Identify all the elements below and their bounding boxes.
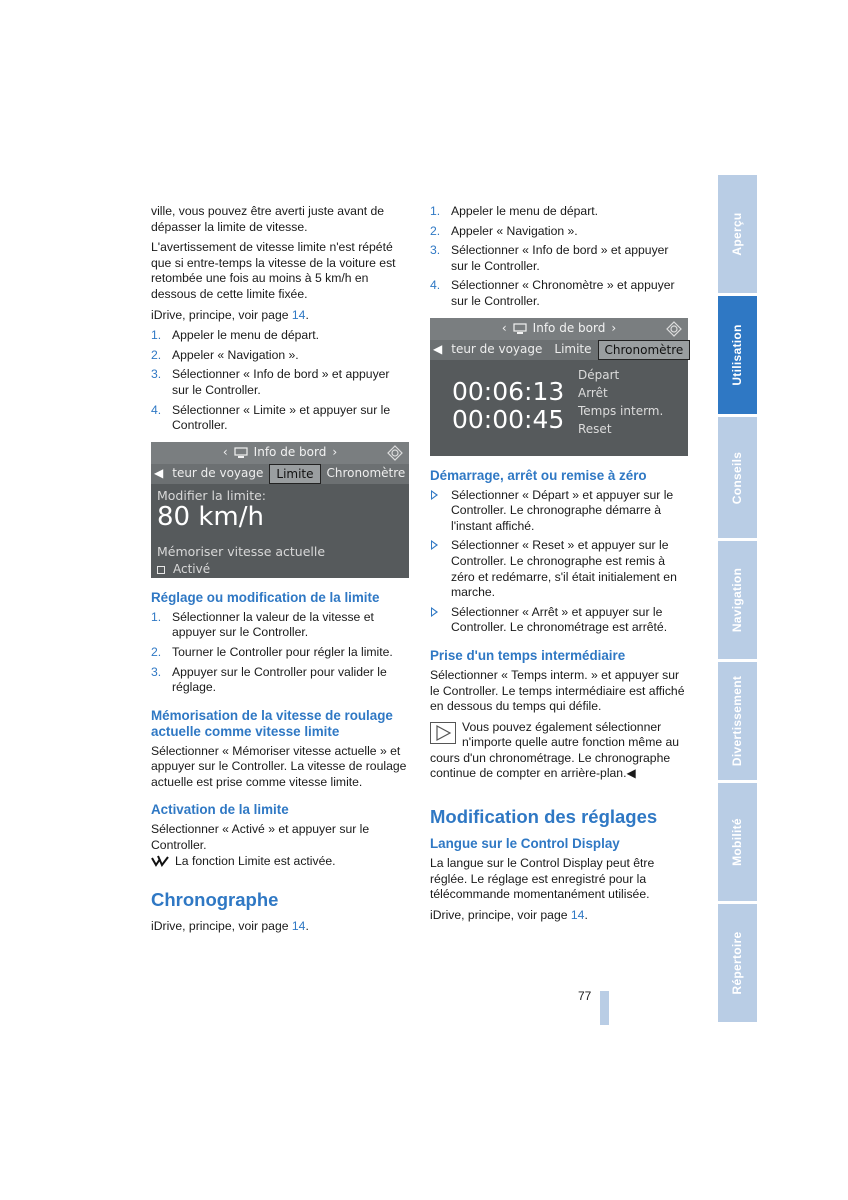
section-paragraph: Sélectionner « Temps interm. » et appuyer sur le Controller. Le temps intermédiaire est affiché en dessous du temps qui défile.	[430, 667, 685, 714]
tab-chrono: Chronomètre	[598, 340, 691, 360]
idrive-reference: iDrive, principe, voir page 14.	[151, 919, 309, 934]
idrive-reference: iDrive, principe, voir page 14.	[151, 307, 309, 322]
section-paragraph: Sélectionner « Activé » et appuyer sur le Controller.	[151, 822, 370, 853]
list-item: Sélectionner « Départ » et appuyer sur le Controller. Le chronographe démarre à l'instant affiché.	[430, 488, 688, 535]
list-item: 1. Appeler le menu de départ.	[151, 328, 320, 343]
result-line: La fonction Limite est activée.	[151, 854, 409, 870]
steps-list	[151, 610, 409, 696]
menu-item-start: Départ	[578, 367, 620, 382]
section-heading: Réglage ou modification de la limite	[151, 589, 380, 605]
limit-value: 80 km/h	[157, 501, 264, 532]
page-link[interactable]: 14	[291, 919, 306, 934]
page-number: 77	[578, 989, 592, 1003]
warning-paragraph: L'avertissement de vitesse limite n'est répété que si entre-temps la vitesse de la voiture est retombée une fois au moins à 5 km/h en dessous de cette limite fixée.	[151, 240, 396, 301]
section-heading: Mémorisation de la vitesse de roulage actuelle comme vitesse limite	[151, 707, 393, 739]
sidebar-tab-conseils[interactable]: Conseils	[718, 417, 757, 541]
limit-screen-image	[151, 442, 409, 578]
sidebar-tab-mobilite[interactable]: Mobilité	[718, 783, 757, 904]
sidebar-tab-apercu[interactable]: Aperçu	[718, 175, 757, 296]
menu-item-lap: Temps interm.	[578, 403, 664, 418]
memorize-option: Mémoriser vitesse actuelle	[157, 543, 326, 559]
list-item: Sélectionner « Reset » et appuyer sur le Controller. Le chronographe est remis à zéro et redémarre, s'il était initialement en marche.	[430, 538, 688, 600]
note-triangle-icon	[430, 722, 456, 744]
chrono-time-lap: 00:00:45	[452, 404, 565, 434]
screen-tabs	[151, 464, 409, 484]
controller-icon	[387, 445, 403, 461]
arrow-bullet-icon	[431, 540, 438, 550]
sidebar-tab-repertoire[interactable]: Répertoire	[718, 904, 757, 1025]
page-number-bar	[600, 991, 609, 1025]
sidebar-tab-utilisation[interactable]: Utilisation	[718, 296, 757, 417]
monitor-icon	[234, 447, 248, 459]
section-heading: Démarrage, arrêt ou remise à zéro	[430, 467, 647, 483]
steps-list	[151, 328, 409, 434]
list-item: 3. Appuyer sur le Controller pour valider le réglage.	[151, 664, 387, 695]
list-item: 4. Sélectionner « Limite » et appuyer sur le Controller.	[151, 402, 391, 433]
screen-tabs	[430, 340, 688, 360]
monitor-icon	[513, 323, 527, 335]
tab-scroll-left-icon: ◀	[154, 465, 164, 480]
section-heading: Activation de la limite	[151, 802, 289, 818]
check-result-icon	[151, 855, 169, 867]
intro-paragraph: ville, vous pouvez être averti juste avant de dépasser la limite de vitesse.	[151, 204, 385, 234]
arrow-bullet-icon	[431, 490, 438, 500]
page-link[interactable]: 14	[291, 307, 306, 322]
list-item: 4. Sélectionner « Chronomètre » et appuyer sur le Controller.	[430, 278, 675, 308]
chrono-menu	[578, 366, 663, 438]
screen-title: Info de bord	[532, 320, 606, 335]
list-item: Sélectionner « Arrêt » et appuyer sur le Controller. Le chronométrage est arrêté.	[430, 605, 688, 636]
limit-label: Modifier la limite:	[157, 487, 267, 503]
list-item: 1. Appeler le menu de départ.	[430, 204, 599, 218]
tab-scroll-left-icon: ◀	[433, 341, 443, 356]
screen-title-bar: ‹ Info de bord ›	[430, 318, 688, 340]
note-block: Vous pouvez également sélectionner n'importe quelle autre fonction même au cours d'un chronométrage. Le chronographe continue de compter en arrière-plan.◀	[430, 719, 680, 781]
tab-trip: teur de voyage	[451, 341, 543, 356]
tab-limit: Limite	[269, 464, 320, 484]
menu-item-stop: Arrêt	[578, 385, 608, 400]
list-item: 3. Sélectionner « Info de bord » et appuyer sur le Controller.	[151, 367, 390, 397]
list-item: 2. Appeler « Navigation ».	[151, 347, 299, 362]
chrono-time-main: 00:06:13	[452, 376, 565, 406]
steps-list	[430, 204, 688, 310]
settings-heading: Modification des réglages	[430, 806, 658, 828]
section-heading: Langue sur le Control Display	[430, 836, 620, 852]
chrono-screen-image	[430, 318, 688, 456]
idrive-reference: iDrive, principe, voir page 14.	[430, 907, 588, 922]
sidebar-tab-navigation[interactable]: Navigation	[718, 541, 757, 662]
sidebar-tab-divertissement[interactable]: Divertissement	[718, 662, 757, 783]
tab-chrono: Chronomètre	[326, 465, 406, 480]
chrono-times	[452, 378, 564, 434]
list-item: 1. Sélectionner la valeur de la vitesse et appuyer sur le Controller.	[151, 609, 374, 640]
arrow-bullet-icon	[431, 607, 438, 617]
section-paragraph: La langue sur le Control Display peut être réglée. Le réglage est enregistré pour la télécommande momentanément utilisée.	[430, 856, 655, 902]
controller-icon	[666, 321, 682, 337]
activate-option: Activé	[157, 562, 210, 578]
list-item: 2. Tourner le Controller pour régler la limite.	[151, 644, 393, 659]
left-column	[151, 204, 409, 940]
section-heading: Prise d'un temps intermédiaire	[430, 647, 626, 663]
section-paragraph: Sélectionner « Mémoriser vitesse actuelle » et appuyer sur le Controller. La vitesse de roulage actuelle est prise comme vitesse limite.	[151, 743, 407, 789]
checkbox-icon	[157, 566, 165, 574]
chrono-heading: Chronographe	[151, 889, 279, 911]
tab-limit: Limite	[554, 341, 592, 356]
bullet-list	[430, 488, 688, 636]
list-item: 2. Appeler « Navigation ».	[430, 223, 578, 238]
end-mark-icon: ◀	[626, 766, 636, 781]
screen-title-bar: ‹ Info de bord ›	[151, 442, 409, 464]
list-item: 3. Sélectionner « Info de bord » et appuyer sur le Controller.	[430, 243, 669, 273]
menu-item-reset: Reset	[578, 421, 612, 436]
tab-trip: teur de voyage	[172, 465, 264, 480]
screen-title: Info de bord	[253, 444, 327, 459]
page-link[interactable]: 14	[570, 907, 585, 922]
right-column	[430, 204, 688, 928]
